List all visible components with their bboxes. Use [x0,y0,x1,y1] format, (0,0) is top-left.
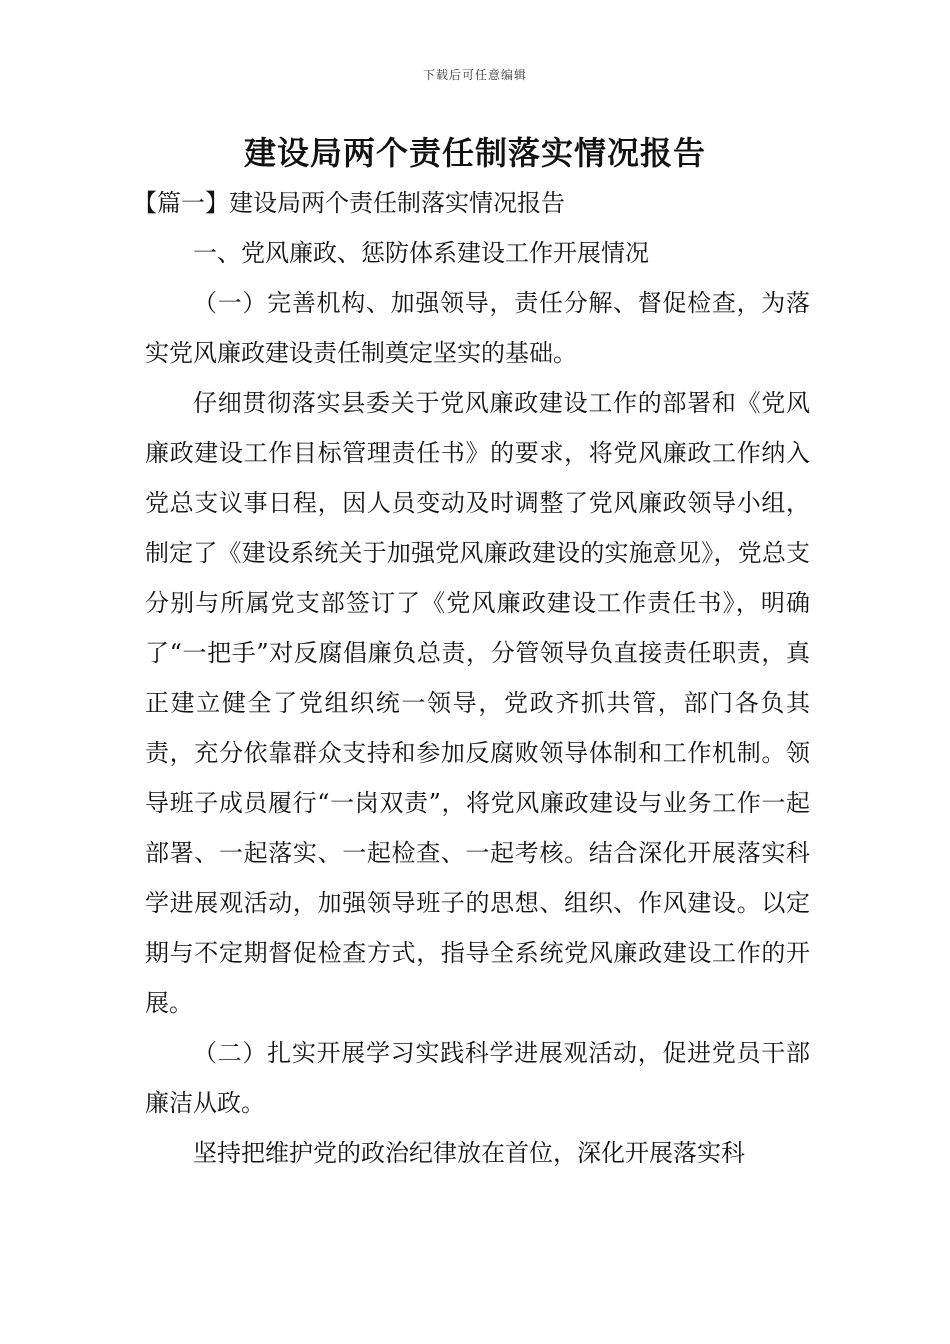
body-paragraph-2: 坚持把维护党的政治纪律放在首位，深化开展落实科 [193,1139,745,1167]
document-body [133,178,810,1178]
header-note: 下载后可任意编辑 [422,68,527,82]
section-heading-part-one: 【篇一】建设局两个责任制落实情况报告 [133,189,565,217]
document-title: 建设局两个责任制落实情况报告 [243,134,706,172]
body-paragraph-1: 仔细贯彻落实县委关于党风廉政建设工作的部署和《党风廉政建设工作目标管理责任书》的要求，将党风廉政工作纳入党总支议事日程，因人员变动及时调整了党风廉政领导小组，制定了《建设系统关于加强党风廉政建设的实施意见》，党总支分别与所属党支部签订了《党风廉政建设工作责任书》，明确了“一把手”对反腐倡廉负总责，分管领导负直接责任职责，真正建立健全了党组织统一领导，党政齐抓共管，部门各负其责，充分依靠群众支持和参加反腐败领导体制和工作机制。领导班子成员履行“一岗双责”，将党风廉政建设与业务工作一起部署、一起落实、一起检查、一起考核。结合深化开展落实科学进展观活动，加强领导班子的思想、组织、作风建设。以定期与不定期督促检查方式，指导全系统党风廉政建设工作的开展。 [145,389,810,1017]
subsection-heading-1: （一）完善机构、加强领导，责任分解、督促检查，为落实党风廉政建设责任制奠定坚实的基础。 [145,289,810,367]
subsection-heading-2: （二）扎实开展学习实践科学进展观活动，促进党员干部廉洁从政。 [145,1039,810,1117]
section-heading-1: 一、党风廉政、惩防体系建设工作开展情况 [193,239,649,267]
